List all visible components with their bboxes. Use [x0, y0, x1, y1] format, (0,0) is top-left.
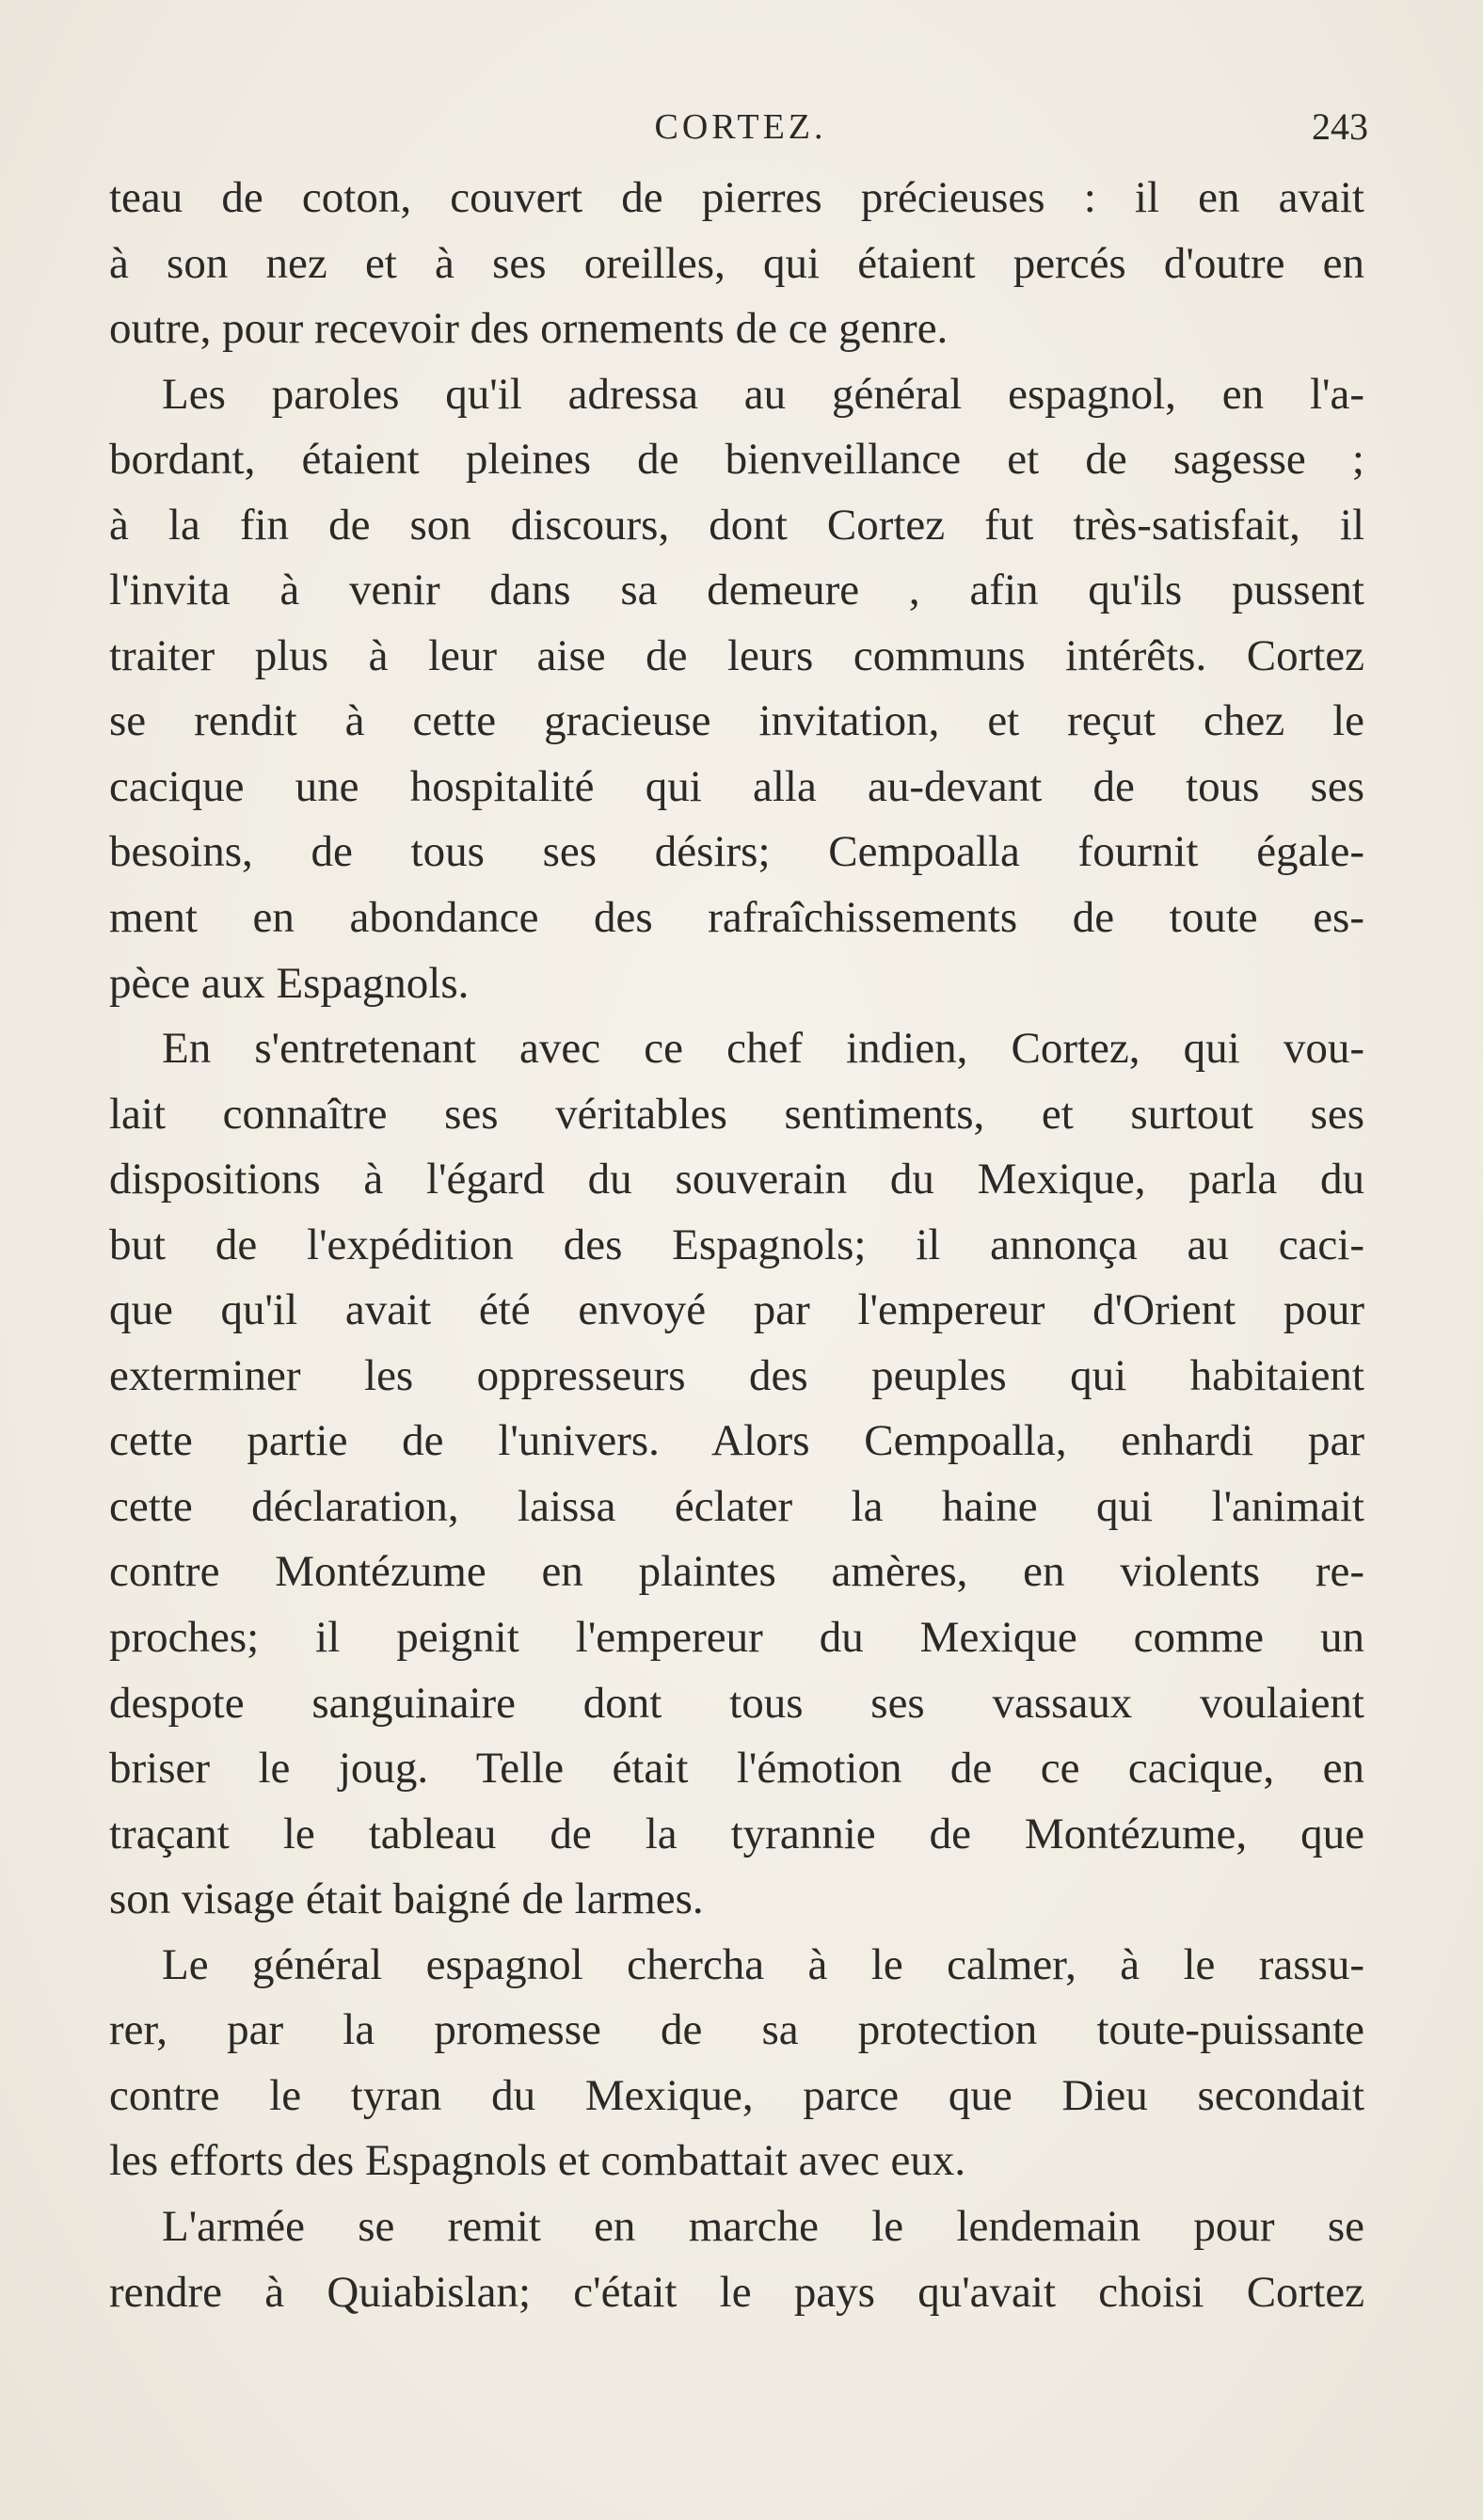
text-line: traiter plus à leur aise de leurs communs intérêts. Cortez — [109, 630, 1364, 680]
text-line: cacique une hospitalité qui alla au-devant de tous ses — [109, 761, 1364, 811]
text-line: rer, par la promesse de sa protection toute-puissante — [109, 2005, 1364, 2055]
text-line: les efforts des Espagnols et combattait avec eux. — [109, 2136, 966, 2186]
text-line: à son nez et à ses oreilles, qui étaient percés d'outre en — [109, 238, 1364, 288]
text-line: teau de coton, couvert de pierres précieuses : il en avait — [109, 173, 1364, 222]
text-line: En s'entretenant avec ce chef indien, Cortez, qui vou- — [162, 1024, 1364, 1074]
text-line: ment en abondance des rafraîchissements de toute es- — [109, 893, 1364, 943]
page-header — [113, 94, 1368, 160]
text-line: l'invita à venir dans sa demeure , afin qu'ils pussent — [109, 566, 1364, 615]
text-line: Les paroles qu'il adressa au général espagnol, en l'a- — [162, 369, 1364, 419]
text-line: contre Montézume en plaintes amères, en violents re- — [109, 1547, 1364, 1597]
text-line: son visage était baigné de larmes. — [109, 1874, 704, 1924]
text-line: traçant le tableau de la tyrannie de Montézume, que — [109, 1809, 1364, 1858]
body-text — [109, 166, 1364, 2325]
text-line: proches; il peignit l'empereur du Mexique comme un — [109, 1613, 1364, 1663]
text-line: outre, pour recevoir des ornements de ce genre. — [109, 304, 949, 354]
text-line: but de l'expédition des Espagnols; il annonça au caci- — [109, 1220, 1364, 1269]
text-line: cette déclaration, laissa éclater la haine qui l'animait — [109, 1481, 1364, 1531]
text-line: cette partie de l'univers. Alors Cempoalla, enhardi par — [109, 1416, 1364, 1466]
running-title: CORTEZ. — [654, 107, 827, 147]
text-line: rendre à Quiabislan; c'était le pays qu'avait choisi Cortez — [109, 2267, 1364, 2317]
text-line: bordant, étaient pleines de bienveillance et de sagesse ; — [109, 435, 1364, 485]
text-line: pèce aux Espagnols. — [109, 958, 470, 1008]
text-line: L'armée se remit en marche le lendemain pour se — [162, 2201, 1364, 2251]
text-line: à la fin de son discours, dont Cortez fut très-satisfait, il — [109, 500, 1364, 550]
text-line: que qu'il avait été envoyé par l'empereur d'Orient pour — [109, 1285, 1364, 1335]
text-line: exterminer les oppresseurs des peuples qui habitaient — [109, 1350, 1364, 1400]
text-line: se rendit à cette gracieuse invitation, et reçut chez le — [109, 696, 1364, 746]
page-number: 243 — [1312, 105, 1368, 148]
text-line: contre le tyran du Mexique, parce que Dieu secondait — [109, 2070, 1364, 2120]
text-line: Le général espagnol chercha à le calmer, à le rassu- — [162, 1939, 1364, 1989]
text-line: besoins, de tous ses désirs; Cempoalla fournit égale- — [109, 827, 1364, 877]
text-line: lait connaître ses véritables sentiments, et surtout ses — [109, 1089, 1364, 1139]
text-line: dispositions à l'égard du souverain du Mexique, parla du — [109, 1155, 1364, 1204]
text-line: briser le joug. Telle était l'émotion de ce cacique, en — [109, 1744, 1364, 1794]
text-line: despote sanguinaire dont tous ses vassaux voulaient — [109, 1678, 1364, 1728]
